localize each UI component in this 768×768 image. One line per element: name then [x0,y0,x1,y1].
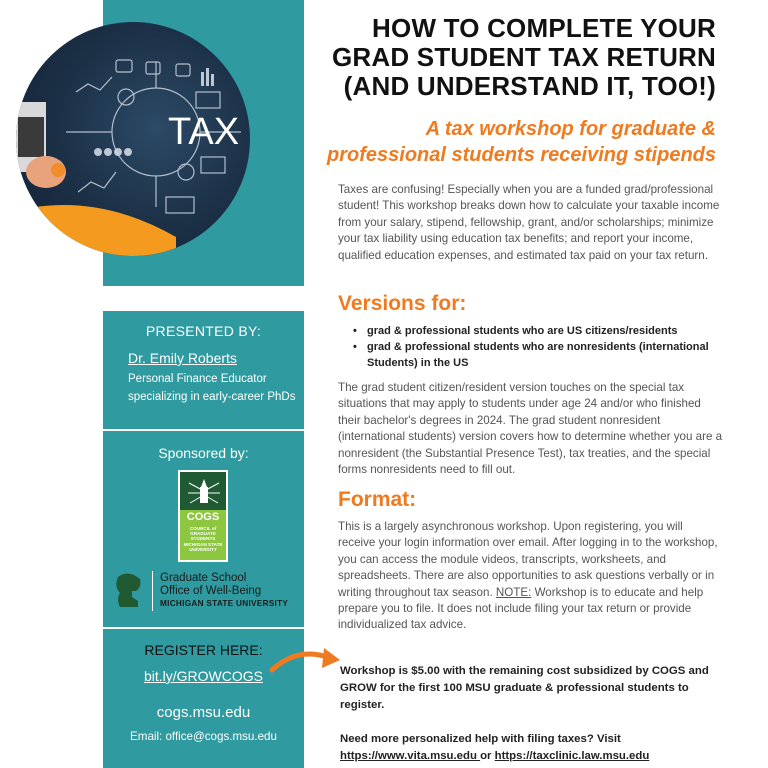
vita-link[interactable]: https://www.vita.msu.edu [340,750,481,762]
grad-school-line-3: MICHIGAN STATE UNIVERSITY [160,599,289,608]
intro-paragraph: Taxes are confusing! Especially when you are a funded grad/professional student! This workshop breaks down how to calculate your taxable income from your salary, stipend, fellowship, grant, and/or scholarships; minimize your tax liability using education tax benefits; and report your income, qualified education expenses, and estimated tax paid on your tax return. [338,183,720,262]
format-text-start: This is a largely asynchronous workshop. Upon registering, you will receive your login information over email. After logging in to the workshop, you can access the module videos, transcripts, worksheets, and spreadsheets. There are also opportunities to ask questions verbally or in writing throughout tax season. [338,520,718,599]
versions-paragraph: The grad student citizen/resident version touches on the special tax situations that may apply to students under age 24 and/or who finished their bachelor's degrees in 2024. The grad student nonresident (international students) version covers how to determine whether you are a nonresident (the Substantial Presence Test), tax treaties, and the special forms nonresidents need to fill out. [338,381,723,477]
cogs-full-name: COUNCIL of GRADUATE STUDENTS MICHIGAN STATE UNIVERSITY [183,526,223,552]
hero-tax-image [16,22,250,256]
cogs-logo [178,470,228,562]
format-paragraph [338,519,720,634]
divider-presenter [103,429,304,431]
cogs-abbr: COGS [186,511,220,523]
help-statement [340,731,735,765]
format-text-end: Workshop is to educate and help prepare you to file. It does not include filing your tax return or provide individualized tax advice. [338,585,704,632]
subtitle-line-1: A tax workshop for graduate & [425,118,716,140]
sponsored-by-heading: Sponsored by: [158,445,249,461]
grad-school-line-1: Graduate School [160,572,247,584]
register-heading: REGISTER HERE: [144,642,263,658]
subtitle-line-2: professional students receiving stipends [327,144,716,166]
title-line-1: HOW TO COMPLETE YOUR [372,13,716,43]
hero-word: TAX [168,111,240,153]
cost-statement: Workshop is $5.00 with the remaining cost subsidized by COGS and GROW for the first 100 MSU graduate & professional students to register. [340,665,709,711]
presenter-role: Personal Finance Educator specializing in early-career PhDs [128,373,296,403]
title-line-2: GRAD STUDENT TAX RETURN [332,42,716,72]
page-title [296,14,716,101]
register-link[interactable]: bit.ly/GROWCOGS [143,668,263,684]
title-line-3: (AND UNDERSTAND IT, TOO!) [343,71,716,101]
help-or: or [480,750,495,762]
help-text: Need more personalized help with filing taxes? Visit [340,733,621,745]
format-note-label: NOTE: [495,585,532,599]
taxclinic-link[interactable]: https://taxclinic.law.msu.edu [494,750,650,762]
divider-sponsors [103,627,304,629]
list-item: • grad & professional students who are nonresidents (international Students) in the US [353,339,723,371]
list-item: • grad & professional students who are US citizens/residents [353,323,723,339]
grad-school-line-2: Office of Well-Being [160,585,262,597]
format-heading: Format: [338,488,417,511]
presented-by-heading: PRESENTED BY: [145,323,262,339]
versions-heading: Versions for: [338,292,467,315]
logo-divider [152,571,153,611]
subtitle [286,116,716,168]
spartan-helmet-icon [112,571,144,611]
presenter-name[interactable]: Dr. Emily Roberts [128,350,237,366]
versions-list [353,323,723,371]
contact-email[interactable]: Email: office@cogs.msu.edu [130,730,277,743]
cogs-website[interactable]: cogs.msu.edu [156,704,251,721]
beaumont-tower-icon [187,477,221,507]
